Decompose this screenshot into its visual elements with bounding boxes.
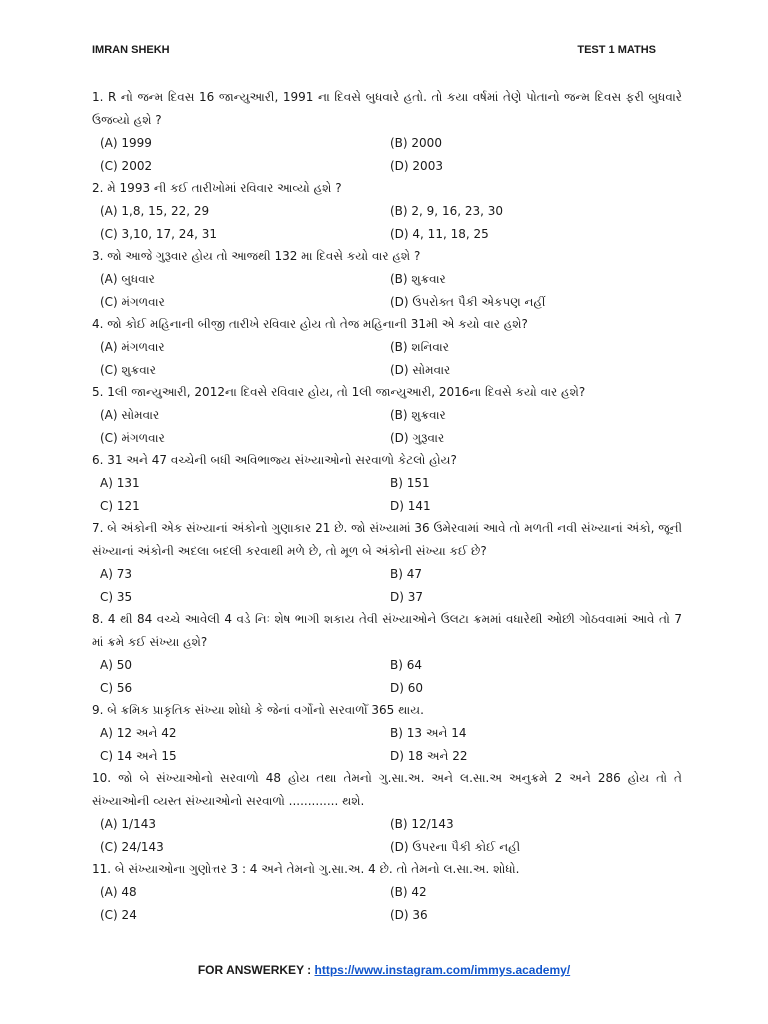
option-item: (B) 2, 9, 16, 23, 30 [390,204,504,218]
option-item: (B) 42 [390,885,427,899]
option-grid [92,200,682,245]
option-item: (C) મંગળવાર [100,294,165,309]
option-item: (B) 12/143 [390,817,454,831]
author-name: IMRAN SHEKH [92,44,170,56]
option-item: D) 141 [390,498,431,513]
option-item: A) 12 અને 42 [100,726,177,740]
option-item: (D) ઉપરોક્ત પૈકી એકપણ નહીં [390,294,546,309]
option-item: (D) ઉપરના પૈકી કોઈ નહી [390,839,521,854]
option-item: C) 35 [100,589,133,604]
option-item: (D) 2003 [390,158,443,173]
option-item: C) 14 અને 15 [100,748,177,763]
option-grid [92,404,682,449]
option-item: (B) શુક્રવાર [390,272,446,286]
option-grid [92,654,682,699]
question-text: 10. જો બે સંખ્યાઓનો સરવાળો 48 હોય તથા તેમનો ગુ.સા.અ. અને લ.સા.અ અનુક્રમે 2 અને 286 હોય તો તે સંખ્યાઓની વ્યસ્ત સંખ્યાઓનો સરવાળો ............. થશે. [92,771,682,808]
option-item: (A) બુધવાર [100,272,155,286]
option-grid [92,563,682,608]
option-item: D) 18 અને 22 [390,748,468,763]
option-item: B) 13 અને 14 [390,726,467,740]
option-item: (C) 3,10, 17, 24, 31 [100,226,217,241]
option-item: (C) શુક્રવાર [100,362,156,377]
question-text: 7. બે અંકોની એક સંખ્યાનાં અંકોનો ગુણાકાર 21 છે. જો સંખ્યામાં 36 ઉમેરવામાં આવે તો મળતી નવી સંખ્યાનાં અંકો, જૂની સંખ્યાનાં અંકોની અદલા બદલી કરવાથી મળે છે, તો મૂળ બે અંકોની સંખ્યા કઈ છે? [92,521,682,558]
question-text: 5. 1લી જાન્યુઆરી, 2012ના દિવસે રવિવાર હોય, તો 1લી જાન્યુઆરી, 2016ના દિવસે કયો વાર હશે? [92,385,586,399]
option-item: (B) 2000 [390,136,442,150]
question-text: 11. બે સંખ્યાઓના ગુણોત્તર 3 : 4 અને તેમનો ગુ.સા.અ. 4 છે. તો તેમનો લ.સા.અ. શોધો. [92,862,520,876]
option-item: (B) શુક્રવાર [390,408,446,422]
option-item: B) 47 [390,567,422,581]
option-item: (A) 48 [100,885,137,899]
option-item: (D) સોમવાર [390,362,451,377]
option-grid [92,268,682,313]
option-grid [92,813,682,858]
test-title: TEST 1 MATHS [577,44,656,56]
instagram-link[interactable]: https://www.instagram.com/immys.academy/ [314,963,571,977]
option-item: B) 151 [390,476,430,490]
option-item: A) 50 [100,658,132,672]
option-item: (C) 24 [100,907,137,922]
option-item: A) 131 [100,476,140,490]
option-grid [92,881,682,926]
option-grid [92,722,682,767]
option-item: B) 64 [390,658,422,672]
option-item: (A) 1/143 [100,817,156,831]
option-item: (D) 36 [390,907,428,922]
question-text: 2. મે 1993 ની કઈ તારીખોમાં રવિવાર આવ્યો હશે ? [92,181,342,195]
option-item: (A) સોમવાર [100,408,160,422]
option-item: C) 121 [100,498,140,513]
question-text: 6. 31 અને 47 વચ્ચેની બધી અવિભાજ્ય સંખ્યાઓનો સરવાળો કેટલો હોય? [92,453,457,467]
question-text: 8. 4 થી 84 વચ્ચે આવેલી 4 વડે નિઃ શેષ ભાગી શકાય તેવી સંખ્યાઓને ઉલટા ક્રમમાં વધારેથી ઓછી ગોઠવવામાં આવે તો 7 માં ક્રમે કઈ સંખ્યા હશે? [92,612,682,649]
answerkey-label: FOR ANSWERKEY : [197,963,315,977]
option-item: (D) ગુરૂવાર [390,430,445,445]
option-grid [92,132,682,177]
option-item: (B) શનિવાર [390,340,449,354]
page-footer [0,963,768,977]
option-item: (A) 1,8, 15, 22, 29 [100,204,210,218]
question-text: 1. R નો જન્મ દિવસ 16 જાન્યુઆરી, 1991 ના દિવસે બુધવારે હતો. તો કયા વર્ષમાં તેણે પોતાનો જન્મ દિવસ ફરી બુધવારે ઉજવ્યો હશે ? [92,90,682,127]
option-item: (C) 2002 [100,158,153,173]
question-text: 9. બે ક્રમિક પ્રાકૃતિક સંખ્યા શોધો કે જેનાં વર્ગોનો સરવાળોઁ 365 થાય. [92,703,424,717]
option-item: C) 56 [100,680,133,695]
option-item: (A) 1999 [100,136,152,150]
option-item: D) 60 [390,680,424,695]
question-list [92,86,682,926]
option-item: (C) મંગળવાર [100,430,165,445]
option-item: D) 37 [390,589,424,604]
option-item: (A) મંગળવાર [100,340,165,354]
option-item: (D) 4, 11, 18, 25 [390,226,489,241]
option-grid [92,336,682,381]
question-text: 3. જો આજે ગુરૂવાર હોય તો આજથી 132 મા દિવસે કયો વાર હશે ? [92,249,421,263]
question-text: 4. જો કોઈ મહિનાની બીજી તારીખે રવિવાર હોય તો તેજ મહિનાની 31મી એ કયો વાર હશે? [92,317,528,331]
option-item: (C) 24/143 [100,839,164,854]
option-item: A) 73 [100,567,132,581]
option-grid [92,472,682,517]
page-header [92,44,656,56]
